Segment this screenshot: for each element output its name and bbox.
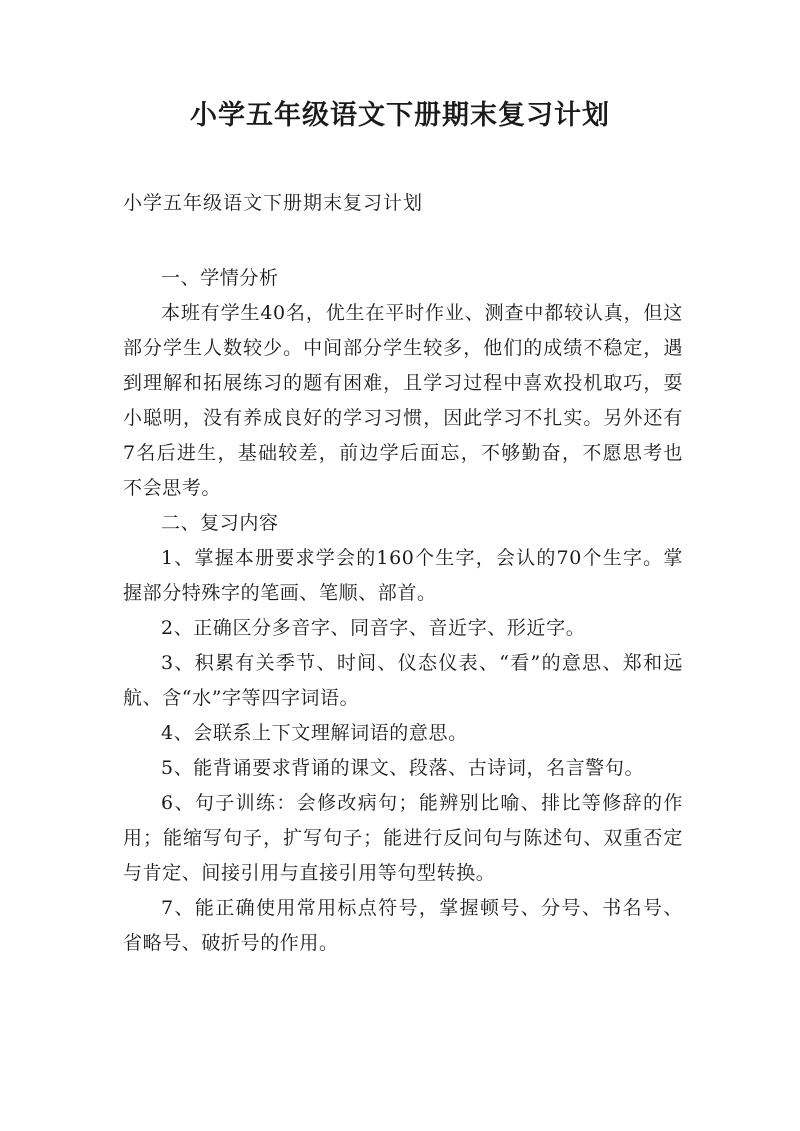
analysis-paragraph: 本班有学生40名，优生在平时作业、测查中都较认真，但这部分学生人数较少。中间部分学生较多，他们的成绩不稳定，遇到理解和拓展练习的题有困难，且学习过程中喜欢投机取巧，耍小聪明，没有养成良好的学习习惯，因此学习不扎实。另外还有7名后进生，基础较差，前边学后面忘，不够勤奋，不愿思考也不会思考。 [123,302,683,499]
document-subtitle: 小学五年级语文下册期末复习计划 [123,192,424,214]
review-item-2: 2、正确区分多音字、同音字、音近字、形近字。 [161,617,586,639]
review-item-3: 3、积累有关季节、时间、仪态仪表、“看”的意思、郑和远航、含“水”字等四字词语。 [123,652,683,709]
review-item-6: 6、句子训练：会修改病句；能辨别比喻、排比等修辞的作用；能缩写句子，扩写句子；能进行反问句与陈述句、双重否定与肯定、间接引用与直接引用等句型转换。 [123,792,683,884]
section-heading-review-content: 二、复习内容 [161,512,279,534]
review-item-7: 7、能正确使用常用标点符号，掌握顿号、分号、书名号、省略号、破折号的作用。 [123,897,683,954]
document-title: 小学五年级语文下册期末复习计划 [190,100,610,131]
review-item-1: 1、掌握本册要求学会的160个生字，会认的70个生字。掌握部分特殊字的笔画、笔顺、部首。 [123,547,683,604]
review-item-5: 5、能背诵要求背诵的课文、段落、古诗词，名言警句。 [161,757,645,779]
section-heading-analysis: 一、学情分析 [161,267,279,289]
document-body [123,261,683,961]
review-item-4: 4、会联系上下文理解词语的意思。 [161,722,468,744]
